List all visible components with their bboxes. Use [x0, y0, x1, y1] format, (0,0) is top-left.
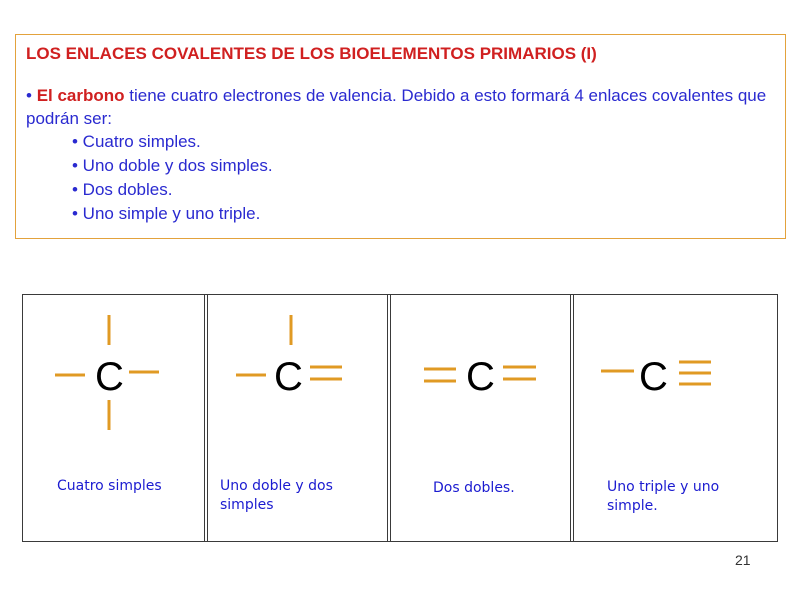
- diagram-caption: Cuatro simples: [57, 478, 162, 494]
- carbon-double-two-single-diagram: [208, 295, 389, 455]
- carbon-symbol: C: [274, 355, 303, 399]
- diagram-caption: Uno doble y dos simples: [220, 478, 333, 513]
- bond-type-item: • Uno doble y dos simples.: [72, 156, 273, 175]
- page-number: 21: [735, 552, 751, 568]
- diagram-caption: Dos dobles.: [433, 480, 515, 496]
- bond-type-item: • Dos dobles.: [72, 180, 173, 199]
- carbon-triple-single-diagram: [574, 295, 779, 455]
- slide-title: LOS ENLACES COVALENTES DE LOS BIOELEMENTOS PRIMARIOS (I): [26, 44, 597, 63]
- intro-subject: El carbono: [36, 86, 125, 105]
- diagram-panel-four-single: [23, 295, 205, 541]
- diagram-caption: Uno triple y uno simple.: [607, 479, 720, 514]
- diagram-panel-double-two-single: [207, 295, 388, 541]
- intro-text: tiene cuatro electrones de valencia. Debido a esto formará 4 enlaces covalentes que podrán ser:: [26, 86, 767, 128]
- info-box: [15, 34, 786, 239]
- intro-paragraph: [26, 84, 775, 130]
- bond-type-item: • Uno simple y uno triple.: [72, 204, 261, 223]
- carbon-symbol: C: [466, 355, 495, 399]
- carbon-symbol: C: [95, 355, 124, 399]
- diagram-panel-two-double: [390, 295, 571, 541]
- intro-bullet-mark: •: [26, 86, 37, 105]
- diagram-panel-triple-single: [573, 295, 778, 541]
- carbon-four-single-diagram: [23, 295, 205, 455]
- bond-types-list: [72, 130, 775, 226]
- carbon-two-double-diagram: [391, 295, 572, 455]
- carbon-symbol: C: [639, 355, 668, 399]
- diagram-frame: [22, 294, 778, 542]
- bond-type-item: • Cuatro simples.: [72, 132, 201, 151]
